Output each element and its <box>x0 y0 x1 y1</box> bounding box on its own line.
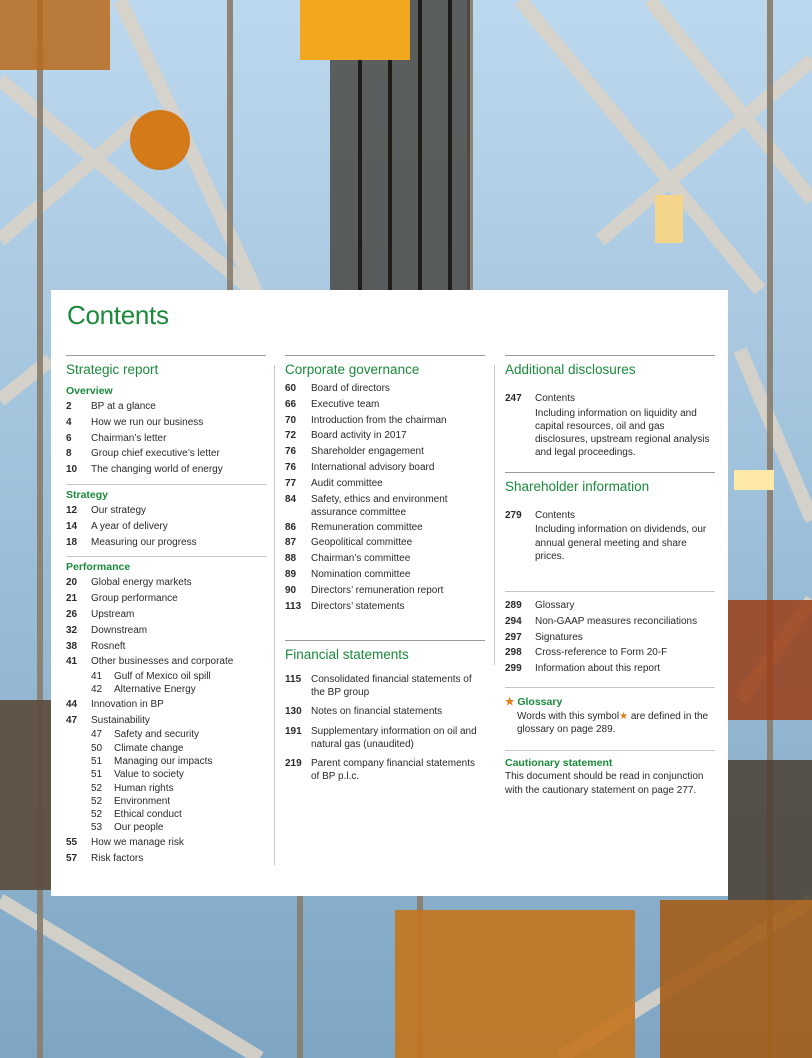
section-heading-shareholder-information: Shareholder information <box>505 472 715 498</box>
page-number: 21 <box>66 593 78 605</box>
list-item[interactable] <box>66 808 266 821</box>
page-number: 14 <box>66 520 78 532</box>
page-number: 47 <box>66 714 78 726</box>
entry-label: Ethical conduct <box>114 809 182 821</box>
list-item[interactable] <box>66 415 266 431</box>
entry-label: Measuring our progress <box>91 536 197 548</box>
entry-label: Our people <box>114 822 164 834</box>
page-title: Contents <box>67 300 169 330</box>
list-item[interactable] <box>285 520 485 536</box>
page-number: 53 <box>91 822 103 834</box>
page-number: 76 <box>285 461 297 473</box>
list-item[interactable] <box>285 428 485 444</box>
page-number: 247 <box>505 393 522 404</box>
other-businesses-sublist <box>66 670 266 697</box>
entry-label: Innovation in BP <box>91 698 164 710</box>
page-number: 4 <box>66 416 72 428</box>
page-number: 86 <box>285 521 297 533</box>
entry-label: Alternative Energy <box>114 684 196 696</box>
list-item[interactable] <box>285 397 485 413</box>
glossary-note-heading: ★ Glossary <box>505 696 563 708</box>
misc-list <box>505 598 715 677</box>
page-number: 219 <box>285 758 302 770</box>
column-divider <box>274 365 275 865</box>
subheading-performance: Performance <box>66 561 131 574</box>
list-item[interactable] <box>66 591 266 607</box>
entry-label: Global energy markets <box>91 577 192 589</box>
page-number: 289 <box>505 600 522 612</box>
entry-label: Group performance <box>91 593 178 605</box>
page-number: 294 <box>505 615 522 627</box>
cautionary-text: This document should be read in conjunction with the cautionary statement on page 277. <box>505 771 704 796</box>
entry-label: Nomination committee <box>311 568 411 580</box>
list-item[interactable] <box>505 598 715 614</box>
list-item[interactable] <box>66 795 266 808</box>
section-heading-corporate-governance: Corporate governance <box>285 355 485 381</box>
section-heading-strategic-report: Strategic report <box>66 355 266 381</box>
list-item[interactable] <box>66 742 266 755</box>
entry-label: Risk factors <box>91 852 144 864</box>
cautionary-heading: Cautionary statement <box>505 757 613 770</box>
page-number: 298 <box>505 647 522 659</box>
overview-list <box>66 399 266 478</box>
page-number: 84 <box>285 493 297 505</box>
page-number: 77 <box>285 477 297 489</box>
disclosures-column <box>505 355 715 797</box>
page-number: 12 <box>66 504 78 516</box>
page-number: 55 <box>66 836 78 848</box>
page-number: 42 <box>91 684 103 696</box>
page-number: 10 <box>66 464 78 476</box>
list-item[interactable] <box>285 492 485 520</box>
page-number: 6 <box>66 432 72 444</box>
page-number: 76 <box>285 446 297 458</box>
list-item[interactable] <box>66 768 266 781</box>
star-icon: ★ <box>505 696 515 708</box>
page-number: 113 <box>285 600 302 612</box>
list-item[interactable] <box>285 724 485 752</box>
entry-label: Non-GAAP measures reconciliations <box>535 615 698 627</box>
list-item[interactable] <box>285 704 485 720</box>
list-item[interactable] <box>285 599 485 615</box>
page-number: 41 <box>91 671 103 683</box>
page-number: 90 <box>285 584 297 596</box>
entry-label: Contents <box>535 393 576 404</box>
entry-label: Chairman’s letter <box>91 432 167 444</box>
list-item[interactable] <box>66 607 266 623</box>
list-item[interactable] <box>285 413 485 429</box>
list-item[interactable] <box>66 462 266 478</box>
list-item[interactable] <box>66 431 266 447</box>
entry-label: Managing our impacts <box>114 755 213 767</box>
list-item[interactable] <box>66 835 266 851</box>
page-number: 130 <box>285 706 302 718</box>
list-item[interactable] <box>66 399 266 415</box>
entry-label: Contents <box>535 509 576 521</box>
entry-label: Remuneration committee <box>311 521 423 533</box>
list-item[interactable] <box>505 614 715 630</box>
list-item[interactable] <box>66 821 266 834</box>
list-item[interactable] <box>285 535 485 551</box>
entry-label: Notes on financial statements <box>311 706 443 718</box>
list-item[interactable] <box>285 567 485 583</box>
entry-label: Rosneft <box>91 640 126 652</box>
page-number: 52 <box>91 809 103 821</box>
entry-label: A year of delivery <box>91 520 168 532</box>
list-item[interactable] <box>66 575 266 591</box>
performance-list <box>66 697 266 729</box>
page-number: 297 <box>505 631 522 643</box>
section-heading-financial-statements: Financial statements <box>285 640 485 666</box>
list-item[interactable] <box>505 391 715 407</box>
page-number: 52 <box>91 795 103 807</box>
page-number: 299 <box>505 663 522 675</box>
list-item[interactable] <box>285 583 485 599</box>
star-icon: ★ <box>619 711 629 722</box>
list-item[interactable] <box>285 444 485 460</box>
entry-label: Glossary <box>535 600 575 612</box>
entry-label: Board of directors <box>311 383 390 394</box>
list-item[interactable] <box>285 756 485 784</box>
entry-label: How we manage risk <box>91 836 184 848</box>
divider <box>66 484 266 485</box>
page-number: 87 <box>285 537 297 549</box>
list-item[interactable] <box>285 551 485 567</box>
entry-label: Sustainability <box>91 714 150 726</box>
list-item[interactable] <box>285 672 485 700</box>
list-item[interactable] <box>66 851 266 867</box>
entry-label: Introduction from the chairman <box>311 414 447 426</box>
page-number: 26 <box>66 608 78 620</box>
entry-label: Safety and security <box>114 729 200 741</box>
entry-label: Our strategy <box>91 504 147 516</box>
list-item[interactable] <box>505 508 715 524</box>
page-number: 51 <box>91 755 103 767</box>
page-number: 57 <box>66 852 78 864</box>
entry-label: Cross-reference to Form 20-F <box>535 647 668 659</box>
entry-label: Signatures <box>535 631 583 643</box>
list-item[interactable] <box>66 782 266 795</box>
entry-label: Audit committee <box>311 477 383 489</box>
page-number: 89 <box>285 568 297 580</box>
list-item[interactable] <box>66 683 266 696</box>
financial-list <box>285 672 485 784</box>
glossary-note-text: Words with this symbol★ are defined in the glossary on page 289. <box>517 711 709 736</box>
entry-label: Gulf of Mexico oil spill <box>114 671 211 683</box>
list-item[interactable] <box>505 630 715 646</box>
page-number: 279 <box>505 509 522 521</box>
subheading-strategy: Strategy <box>66 488 109 501</box>
page-number: 51 <box>91 769 103 781</box>
entry-label: How we run our business <box>91 416 204 428</box>
page-number: 88 <box>285 553 297 565</box>
contents-panel <box>51 290 728 896</box>
strategy-list <box>66 503 266 550</box>
list-item[interactable] <box>66 654 266 670</box>
list-item[interactable] <box>66 535 266 551</box>
entry-label: Safety, ethics and environment assurance committee <box>311 493 448 518</box>
list-item[interactable] <box>285 460 485 476</box>
page-number: 66 <box>285 398 297 410</box>
page-number: 70 <box>285 414 297 426</box>
divider <box>66 556 266 557</box>
entry-label: Downstream <box>91 624 148 636</box>
list-item[interactable] <box>66 446 266 462</box>
entry-label: Environment <box>114 795 171 807</box>
entry-label: Supplementary information on oil and natural gas (unaudited) <box>311 726 477 751</box>
entry-label: Other businesses and corporate <box>91 656 234 668</box>
list-item[interactable] <box>66 697 266 713</box>
list-item[interactable] <box>66 670 266 683</box>
entry-detail: Including information on liquidity and capital resources, oil and gas disclosures, upstream regional analysis and legal proceedings. <box>535 407 710 459</box>
governance-list <box>285 381 485 614</box>
entry-label: Parent company financial statements of BP p.l.c. <box>311 758 475 783</box>
page-number: 72 <box>285 430 297 442</box>
page-number: 50 <box>91 742 103 754</box>
page-number: 191 <box>285 726 302 738</box>
entry-label: Upstream <box>91 608 135 620</box>
list-item[interactable] <box>505 661 715 677</box>
entry-label: Directors’ remuneration report <box>311 584 444 596</box>
entry-label: International advisory board <box>311 461 435 473</box>
list-item[interactable] <box>285 381 485 397</box>
entry-label: Board activity in 2017 <box>311 430 407 442</box>
page-number: 18 <box>66 536 78 548</box>
entry-detail: Including information on dividends, our annual general meeting and share prices. <box>535 524 707 562</box>
page-number: 44 <box>66 698 78 710</box>
section-heading-additional-disclosures: Additional disclosures <box>505 355 715 381</box>
list-item[interactable] <box>66 519 266 535</box>
page-number: 47 <box>91 729 103 741</box>
entry-label: Climate change <box>114 742 184 754</box>
list-item[interactable] <box>66 503 266 519</box>
entry-label: The changing world of energy <box>91 464 223 476</box>
performance-list <box>66 575 266 670</box>
entry-label: Directors’ statements <box>311 600 405 612</box>
strategic-report-column <box>66 355 266 866</box>
entry-label: Human rights <box>114 782 174 794</box>
governance-column <box>285 355 485 788</box>
list-item[interactable] <box>66 623 266 639</box>
list-item[interactable] <box>66 713 266 729</box>
entry-label: Consolidated financial statements of the BP group <box>311 674 472 699</box>
entry-label: Shareholder engagement <box>311 446 424 458</box>
page-number: 2 <box>66 401 72 412</box>
page-number: 8 <box>66 448 72 460</box>
entry-label: Geopolitical committee <box>311 537 413 549</box>
column-divider <box>494 365 495 665</box>
entry-label: Information about this report <box>535 663 661 675</box>
list-item[interactable] <box>505 645 715 661</box>
page-number: 20 <box>66 577 78 589</box>
sustainability-sublist <box>66 728 266 834</box>
entry-label: Chairman’s committee <box>311 553 411 565</box>
subheading-overview: Overview <box>66 385 113 397</box>
page-number: 32 <box>66 624 78 636</box>
performance-list <box>66 835 266 867</box>
page-number: 52 <box>91 782 103 794</box>
list-item[interactable] <box>66 755 266 768</box>
list-item[interactable] <box>285 476 485 492</box>
page-number: 41 <box>66 656 78 668</box>
page-number: 60 <box>285 383 297 394</box>
entry-label: Value to society <box>114 769 184 781</box>
list-item[interactable] <box>66 639 266 655</box>
list-item[interactable] <box>66 728 266 741</box>
page-number: 38 <box>66 640 78 652</box>
entry-label: Executive team <box>311 398 380 410</box>
entry-label: Group chief executive’s letter <box>91 448 220 460</box>
entry-label: BP at a glance <box>91 401 156 412</box>
page-number: 115 <box>285 674 302 686</box>
